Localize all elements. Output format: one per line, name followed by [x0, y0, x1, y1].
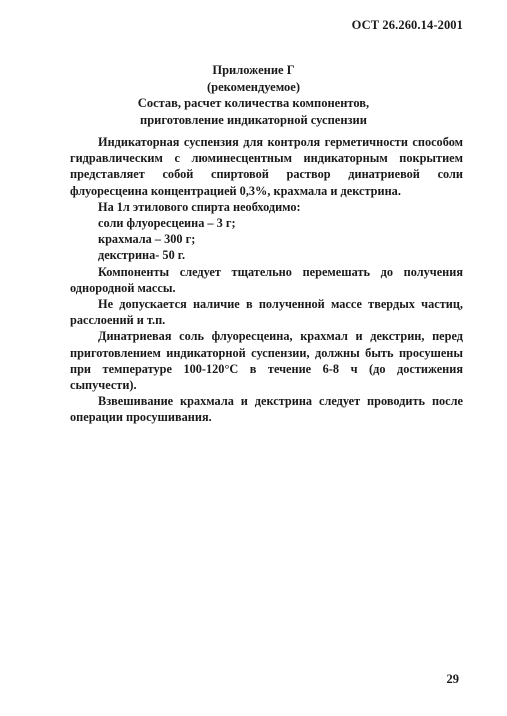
list-item: декстрина- 50 г. [98, 248, 186, 263]
appendix-heading [0, 62, 507, 128]
paragraph-no-particles: Не допускается наличие в полученной массе твердых частиц, расслоений и т.п. [70, 297, 463, 328]
list-item: крахмала – 300 г; [98, 232, 196, 247]
paragraph-suspension-composition: Индикаторная суспензия для контроля герметичности способом гидравлическим с люминесцентным индикаторным покрытием представляет собой спиртовой раствор динатриевой соли флуоресцеина концентрацией 0,3%, крахмала и декстрина. [70, 135, 463, 198]
document-code: ОСТ 26.260.14-2001 [351, 18, 463, 32]
list-item: соли флуоресцеина – 3 г; [98, 216, 236, 231]
paragraph-requirements-intro: На 1л этилового спирта необходимо: [98, 199, 301, 214]
appendix-subtitle: (рекомендуемое) [206, 79, 301, 94]
paragraph-mixing: Компоненты следует тщательно перемешать до получения однородной массы. [70, 264, 463, 295]
paragraph-drying: Динатриевая соль флуоресцеина, крахмал и декстрин, перед приготовлением индикаторной суспензии, должны быть просушены при температуре 100-120°С в течение 6-8 ч (до достижения сыпучести). [70, 329, 463, 393]
appendix-heading-line-2: приготовление индикаторной суспензии [140, 112, 367, 127]
page-number: 29 [446, 672, 459, 686]
appendix-title: Приложение Г [212, 63, 295, 77]
paragraph-weighing: Взвешивание крахмала и декстрина следует проводить после операции просушивания. [70, 394, 463, 425]
document-body [70, 134, 463, 426]
appendix-heading-line-1: Состав, расчет количества компонентов, [137, 96, 370, 110]
